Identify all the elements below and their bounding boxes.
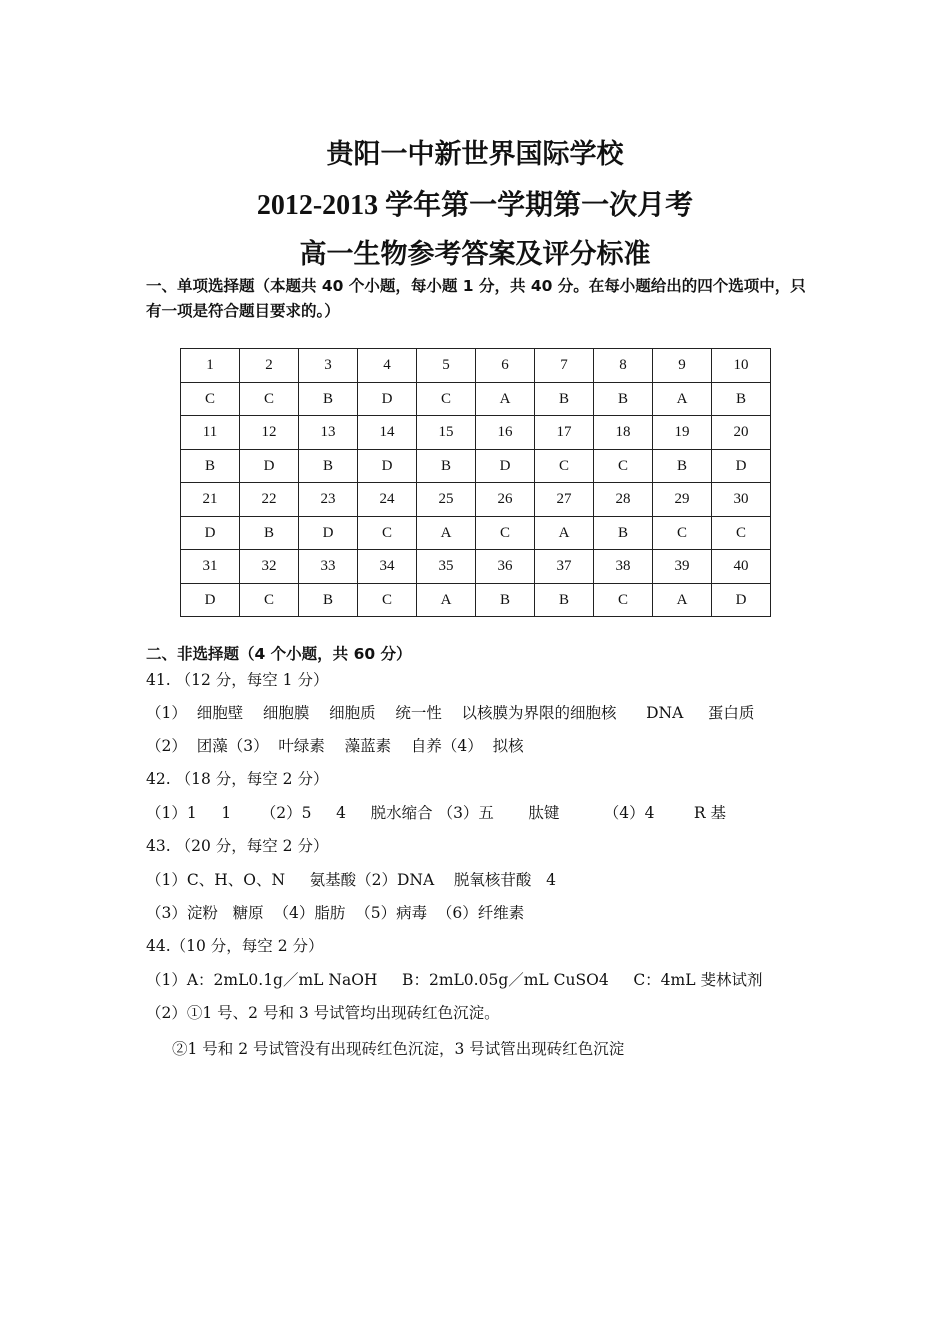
answer-cell: C [653,517,712,550]
answer-cell: B [240,517,299,550]
question-number-row [181,550,771,584]
answer-letter-row [181,517,771,550]
answer-cell: C [240,383,299,416]
answer-cell: D [712,584,771,617]
answer-cell: C [181,383,240,416]
answer-cell: C [358,517,417,550]
question-number-cell: 32 [240,550,299,584]
answer-cell: A [653,584,712,617]
q41-answer-1: （1） 细胞壁 细胞膜 细胞质 统一性 以核膜为界限的细胞核 DNA 蛋白质 [146,704,755,722]
question-number-cell: 21 [181,483,240,517]
question-number-cell: 28 [594,483,653,517]
answer-cell: B [535,383,594,416]
question-number-cell: 12 [240,416,299,450]
answer-cell: B [712,383,771,416]
answer-cell: B [181,450,240,483]
question-number-cell: 25 [417,483,476,517]
answer-cell: D [358,383,417,416]
q42-answer-1: （1）1 1 （2）5 4 脱水缩合 （3）五 肽键 （4）4 R 基 [146,804,726,822]
q43-answer-1: （1）C、H、O、N 氨基酸（2）DNA 脱氧核苷酸 4 [146,871,557,889]
exam-title: 2012-2013 学年第一学期第一次月考 [256,190,694,221]
question-number-cell: 17 [535,416,594,450]
answer-cell: C [476,517,535,550]
answer-cell: B [299,584,358,617]
question-number-cell: 40 [712,550,771,584]
q42-header: 42. （18 分，每空 2 分） [146,770,329,788]
question-number-cell: 31 [181,550,240,584]
answer-letter-row [181,383,771,416]
question-number-cell: 7 [535,349,594,383]
answer-key-title: 高一生物参考答案及评分标准 [299,239,651,270]
q41-header: 41. （12 分，每空 1 分） [146,671,329,689]
answer-cell: A [653,383,712,416]
question-number-cell: 20 [712,416,771,450]
question-number-cell: 4 [358,349,417,383]
school-title: 贵阳一中新世界国际学校 [326,139,624,170]
question-number-cell: 16 [476,416,535,450]
question-number-cell: 13 [299,416,358,450]
q41-answer-2: （2） 团藻（3） 叶绿素 藻蓝素 自养（4） 拟核 [146,737,524,755]
q43-answer-2: （3）淀粉 糖原 （4）脂肪 （5）病毒 （6）纤维素 [146,904,525,922]
question-number-cell: 8 [594,349,653,383]
question-number-row [181,483,771,517]
answer-cell: B [476,584,535,617]
answer-cell: D [358,450,417,483]
question-number-cell: 39 [653,550,712,584]
question-number-cell: 30 [712,483,771,517]
answer-cell: C [417,383,476,416]
question-number-cell: 2 [240,349,299,383]
question-number-cell: 26 [476,483,535,517]
q43-header: 43. （20 分，每空 2 分） [146,837,329,855]
question-number-cell: 19 [653,416,712,450]
question-number-cell: 15 [417,416,476,450]
question-number-cell: 29 [653,483,712,517]
question-number-cell: 38 [594,550,653,584]
answer-cell: B [535,584,594,617]
question-number-cell: 3 [299,349,358,383]
answer-cell: D [712,450,771,483]
answer-cell: A [535,517,594,550]
answer-cell: C [712,517,771,550]
question-number-row [181,349,771,383]
answer-cell: A [417,517,476,550]
q44-answer-3: ②1 号和 2 号试管没有出现砖红色沉淀，3 号试管出现砖红色沉淀 [172,1040,625,1058]
q44-answer-2: （2）①1 号、2 号和 3 号试管均出现砖红色沉淀。 [146,1004,500,1022]
question-number-cell: 27 [535,483,594,517]
question-number-cell: 23 [299,483,358,517]
question-number-cell: 6 [476,349,535,383]
answer-letter-row [181,450,771,483]
answer-cell: B [417,450,476,483]
answer-cell: B [594,517,653,550]
question-number-cell: 5 [417,349,476,383]
question-number-cell: 34 [358,550,417,584]
question-number-cell: 33 [299,550,358,584]
question-number-cell: 37 [535,550,594,584]
answer-cell: D [240,450,299,483]
answer-cell: C [594,584,653,617]
question-number-cell: 9 [653,349,712,383]
answer-letter-row [181,584,771,617]
question-number-cell: 11 [181,416,240,450]
question-number-cell: 14 [358,416,417,450]
answer-cell: C [594,450,653,483]
answer-cell: D [181,517,240,550]
section-2-heading: 二、非选择题（4 个小题，共 60 分） [146,645,412,663]
answer-cell: B [594,383,653,416]
question-number-cell: 10 [712,349,771,383]
answer-cell: A [476,383,535,416]
question-number-cell: 22 [240,483,299,517]
question-number-cell: 36 [476,550,535,584]
answer-cell: D [181,584,240,617]
answer-cell: D [299,517,358,550]
answer-cell: D [476,450,535,483]
q44-answer-1: （1）A：2mL0.1g／mL NaOH B：2mL0.05g／mL CuSO4 C：4mL 斐林试剂 [146,971,763,989]
question-number-cell: 1 [181,349,240,383]
answer-cell: C [358,584,417,617]
q44-header: 44.（10 分，每空 2 分） [146,937,324,955]
answer-cell: C [535,450,594,483]
answer-cell: B [299,450,358,483]
answer-table [180,348,771,617]
question-number-row [181,416,771,450]
section-1-heading: 一、单项选择题（本题共 40 个小题，每小题 1 分，共 40 分。在每小题给出的四个选项中，只有一项是符合题目要求的。） [146,277,806,320]
answer-cell: B [653,450,712,483]
answer-cell: C [240,584,299,617]
answer-cell: B [299,383,358,416]
question-number-cell: 18 [594,416,653,450]
question-number-cell: 24 [358,483,417,517]
answer-cell: A [417,584,476,617]
question-number-cell: 35 [417,550,476,584]
